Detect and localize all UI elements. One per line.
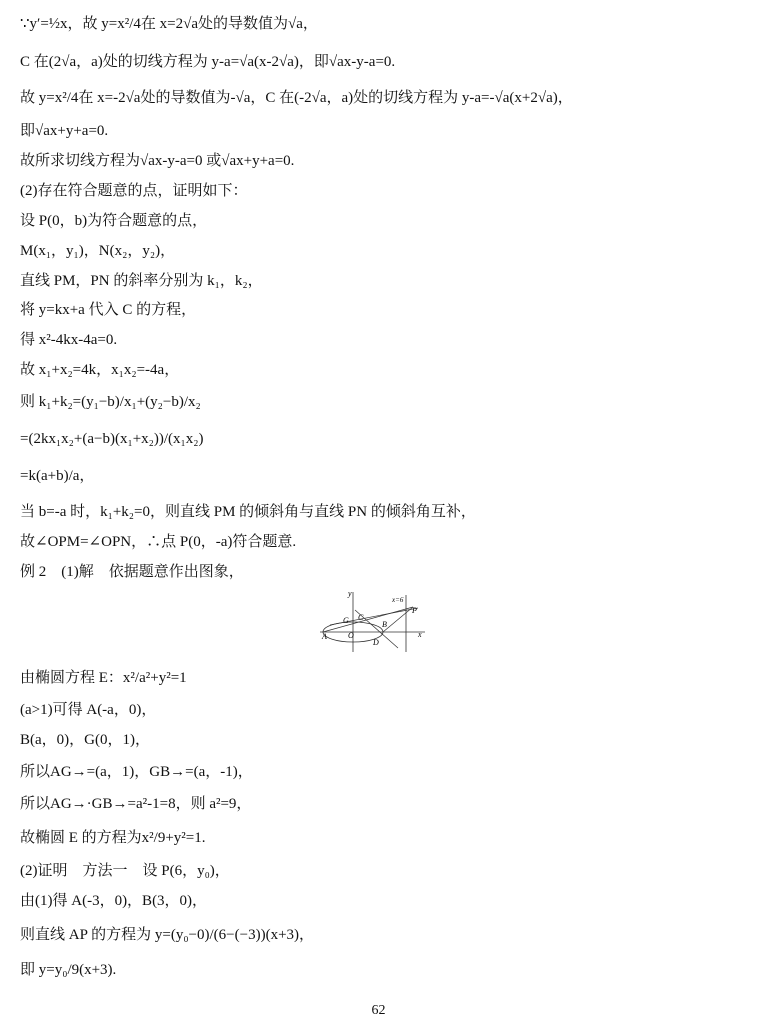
text-line: 故∠OPM=∠OPN，∴点 P(0，-a)符合题意. — [20, 534, 297, 550]
text-line: (2)存在符合题意的点，证明如下： — [20, 183, 248, 199]
text-line: (2)证明 方法一 设 P(6，y₀)， — [20, 863, 230, 879]
text-line: 当 b=-a 时，k₁+k₂=0，则直线 PM 的倾斜角与直线 PN 的倾斜角互补， — [20, 504, 476, 520]
page-number: 62 — [371, 1003, 386, 1018]
label-d: D — [373, 638, 379, 647]
text-line: =k(a+b)/a， — [20, 468, 95, 484]
text-line: M(x₁，y₁)，N(x₂，y₂)， — [20, 243, 176, 259]
text-line: 所以AG→=(a，1)，GB→=(a，-1)， — [20, 764, 253, 780]
ellipse-figure — [320, 590, 430, 652]
text-line: 由椭圆方程 E：x²/a²+y²=1 — [20, 670, 187, 686]
label-p: P — [412, 606, 417, 615]
label-y: y — [348, 590, 352, 598]
label-a: A — [322, 632, 327, 641]
label-o: O — [348, 631, 354, 640]
text-line: 故 y=x²/4在 x=-2√a处的导数值为-√a，C 在(-2√a，a)处的切线方程为 y-a=-√a(x+2√a)， — [20, 90, 573, 106]
line-bp — [383, 607, 413, 632]
text-line: 则直线 AP 的方程为 y=(y₀−0)/(6−(−3))(x+3)， — [20, 927, 315, 943]
text-line: 由(1)得 A(-3，0)，B(3，0)， — [20, 893, 208, 909]
text-line: 即√ax+y+a=0. — [20, 123, 109, 139]
label-x: x — [418, 630, 422, 639]
text-line: 直线 PM，PN 的斜率分别为 k₁，k₂， — [20, 273, 263, 289]
text-line: 即 y=y₀/9(x+3). — [20, 962, 117, 978]
text-line: 得 x²-4kx-4a=0. — [20, 332, 118, 348]
line-ap — [323, 607, 413, 632]
text-line: 故 x₁+x₂=4k，x₁x₂=-4a， — [20, 362, 180, 378]
label-c: C — [358, 613, 364, 622]
text-line: 故所求切线方程为√ax-y-a=0 或√ax+y+a=0. — [20, 153, 295, 169]
text-line: 则 k₁+k₂=(y₁−b)/x₁+(y₂−b)/x₂ — [20, 394, 201, 410]
label-b: B — [382, 620, 387, 629]
text-line: ∵y′=½x，故 y=x²/4在 x=2√a处的导数值为√a， — [20, 16, 318, 32]
text-line: 例 2 (1)解 依据题意作出图象， — [20, 564, 244, 580]
text-line: C 在(2√a，a)处的切线方程为 y-a=√a(x-2√a)，即√ax-y-a=0. — [20, 54, 396, 70]
text-line: B(a，0)，G(0，1)， — [20, 732, 150, 748]
text-line: 故椭圆 E 的方程为x²/9+y²=1. — [20, 830, 206, 846]
text-line: 将 y=kx+a 代入 C 的方程， — [20, 302, 197, 318]
text-line: 所以AG→·GB→=a²-1=8，则 a²=9， — [20, 796, 252, 812]
label-x6: x=6 — [392, 596, 404, 604]
text-line: (a>1)可得 A(-a，0)， — [20, 702, 157, 718]
label-g: G — [343, 616, 349, 625]
text-line: 设 P(0，b)为符合题意的点， — [20, 213, 208, 229]
text-line: =(2kx₁x₂+(a−b)(x₁+x₂))/(x₁x₂) — [20, 431, 204, 447]
